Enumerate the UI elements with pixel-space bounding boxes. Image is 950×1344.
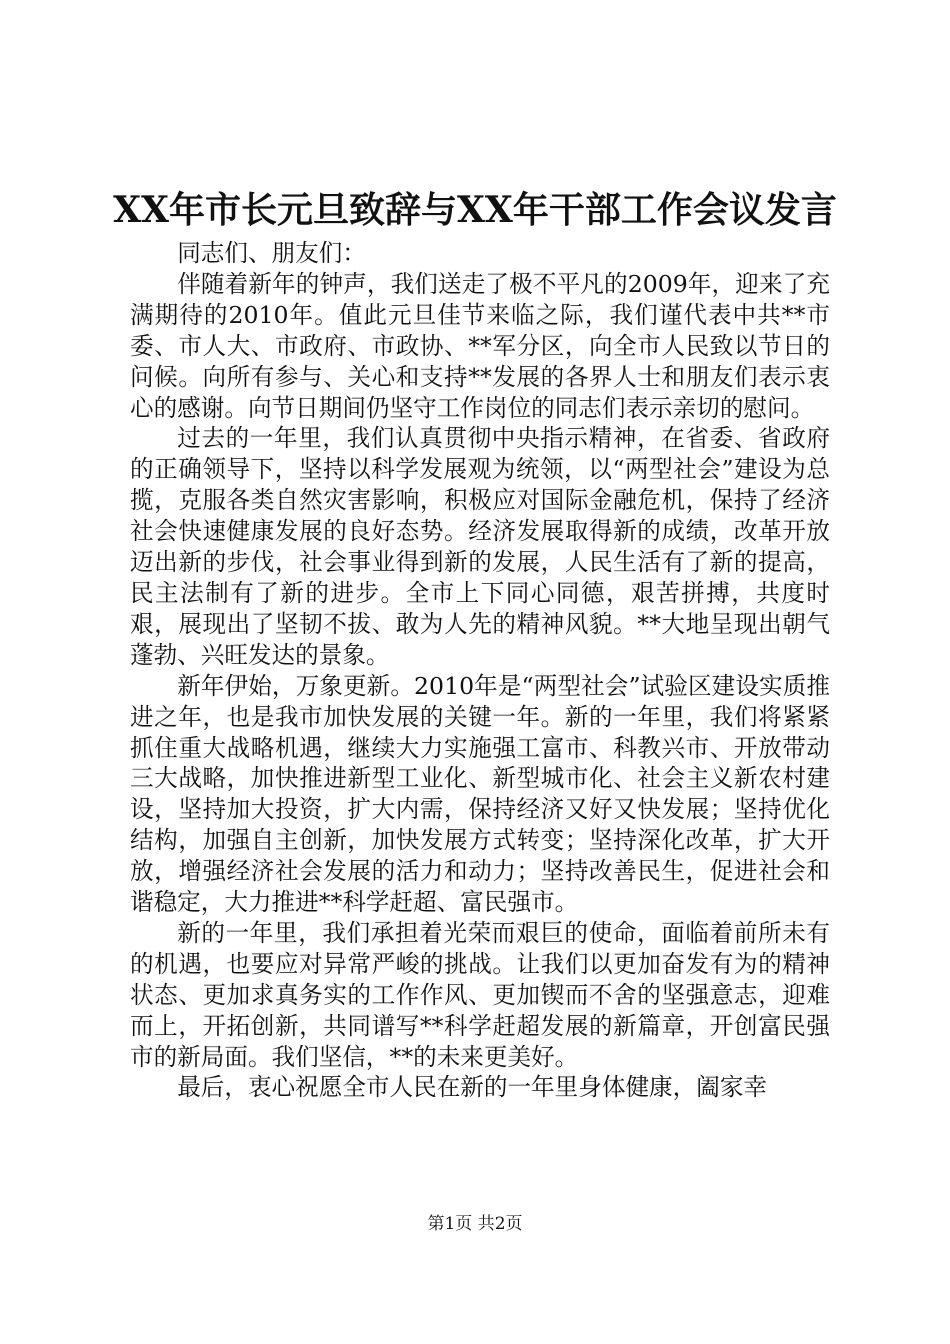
page-number-footer: 第1页 共2页 xyxy=(427,1214,523,1234)
document-title: XX年市长元旦致辞与XX年干部工作会议发言 xyxy=(113,189,837,231)
salutation-paragraph: 同志们、朋友们： xyxy=(177,239,366,267)
body-paragraph: 过去的一年里，我们认真贯彻中央指示精神，在省委、省政府的正确领导下，坚持以科学发展观为统领，以“两型社会”建设为总揽，克服各类自然灾害影响，积极应对国际金融危机，保持了经济社会快速健康发展的良好态势。经济发展取得新的成绩，改革开放迈出新的步伐，社会事业得到新的发展，人民生活有了新的提高，民主法制有了新的进步。全市上下同心同德，艰苦拼搏，共度时艰，展现出了坚韧不拔、敢为人先的精神风貌。**大地呈现出朝气蓬勃、兴旺发达的景象。 xyxy=(130,424,830,669)
body-paragraph: 新年伊始，万象更新。2010年是“两型社会”试验区建设实质推进之年，也是我市加快发展的关键一年。新的一年里，我们将紧紧抓住重大战略机遇，继续大力实施强工富市、科教兴市、开放带动三大战略，加快推进新型工业化、新型城市化、社会主义新农村建设，坚持加大投资，扩大内需，保持经济又好又快发展；坚持优化结构，加强自主创新，加快发展方式转变；坚持深化改革，扩大开放，增强经济社会发展的活力和动力；坚持改善民生，促进社会和谐稳定，大力推进**科学赶超、富民强市。 xyxy=(130,671,830,917)
document-body xyxy=(130,238,830,1103)
body-paragraph: 新的一年里，我们承担着光荣而艰巨的使命，面临着前所未有的机遇，也要应对异常严峻的挑战。让我们以更加奋发有为的精神状态、更加求真务实的工作作风、更加锲而不舍的坚强意志，迎难而上，开拓创新，共同谱写**科学赶超发展的新篇章，开创富民强市的新局面。我们坚信，**的未来更美好。 xyxy=(130,918,830,1071)
body-paragraph: 最后，衷心祝愿全市人民在新的一年里身体健康，阖家幸 xyxy=(177,1073,768,1102)
body-paragraph: 伴随着新年的钟声，我们送走了极不平凡的2009年，迎来了充满期待的2010年。值此元旦佳节来临之际，我们谨代表中共**市委、市人大、市政府、市政协、**军分区，向全市人民致以节日的问候。向所有参与、关心和支持**发展的各界人士和朋友们表示衷心的感谢。向节日期间仍坚守工作岗位的同志们表示亲切的慰问。 xyxy=(130,269,830,422)
